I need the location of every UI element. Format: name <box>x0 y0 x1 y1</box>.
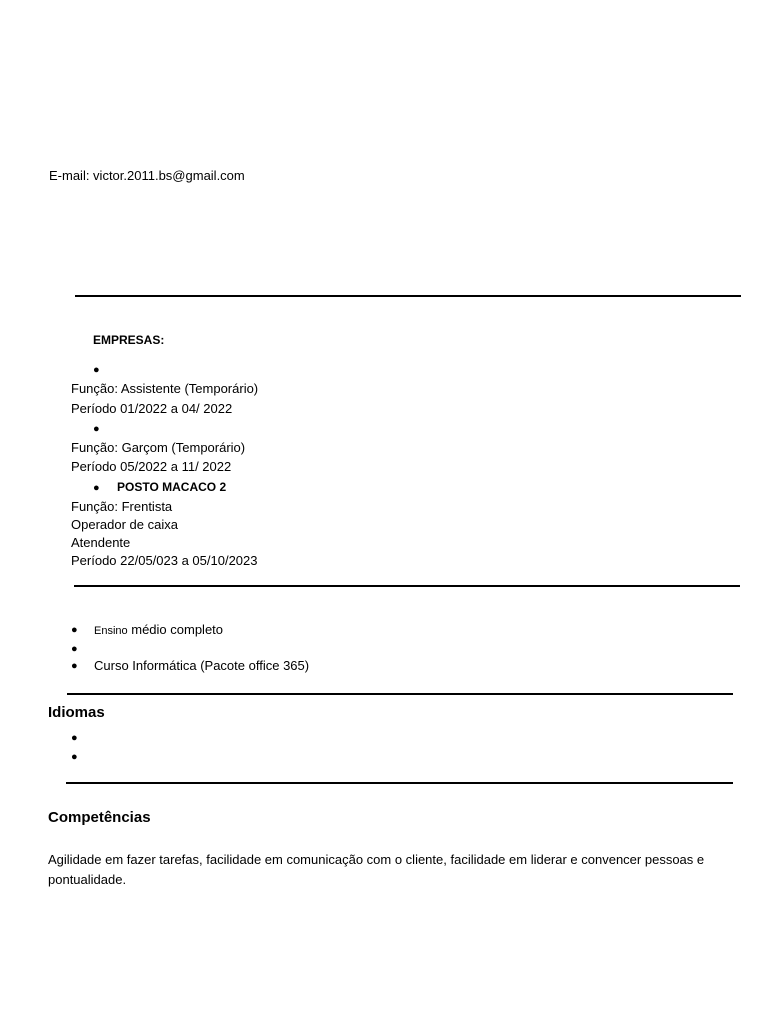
bullet-icon: ● <box>93 423 100 435</box>
skills-text: Agilidade em fazer tarefas, facilidade em comunicação com o cliente, facilidade em liderar e convencer pessoas e pontualidade. <box>48 852 705 887</box>
languages-heading: Idiomas <box>48 704 105 721</box>
section-divider <box>74 585 740 587</box>
job-role: Função: Frentista <box>71 499 173 514</box>
education-item-text: Curso Informática (Pacote office 365) <box>94 658 310 673</box>
bullet-icon: ● <box>93 482 100 494</box>
bullet-icon: ● <box>71 624 78 636</box>
bullet-icon: ● <box>93 364 100 376</box>
bullet-icon: ● <box>71 660 78 672</box>
job-period: Período 22/05/023 a 05/10/2023 <box>71 553 258 568</box>
bullet-icon: ● <box>71 643 78 655</box>
bullet-icon: ● <box>71 732 78 744</box>
experience-heading: EMPRESAS: <box>93 333 165 347</box>
section-divider <box>66 782 733 784</box>
education-item <box>94 622 223 637</box>
section-divider <box>75 295 741 297</box>
job-duty: Atendente <box>71 535 131 550</box>
job-role: Função: Assistente (Temporário) <box>71 381 259 396</box>
job-period: Período 01/2022 a 04/ 2022 <box>71 401 233 416</box>
job-company: POSTO MACACO 2 <box>117 480 227 494</box>
job-role: Função: Garçom (Temporário) <box>71 440 246 455</box>
job-duty: Operador de caixa <box>71 517 178 532</box>
skills-heading: Competências <box>48 809 151 826</box>
education-item <box>94 658 309 673</box>
education-item-text: médio completo <box>127 622 224 637</box>
bullet-icon: ● <box>71 751 78 763</box>
email-line: E-mail: victor.2011.bs@gmail.com <box>49 168 245 183</box>
education-item-prefix: Ensino <box>94 625 128 637</box>
section-divider <box>67 693 733 695</box>
job-period: Período 05/2022 a 11/ 2022 <box>71 459 232 474</box>
